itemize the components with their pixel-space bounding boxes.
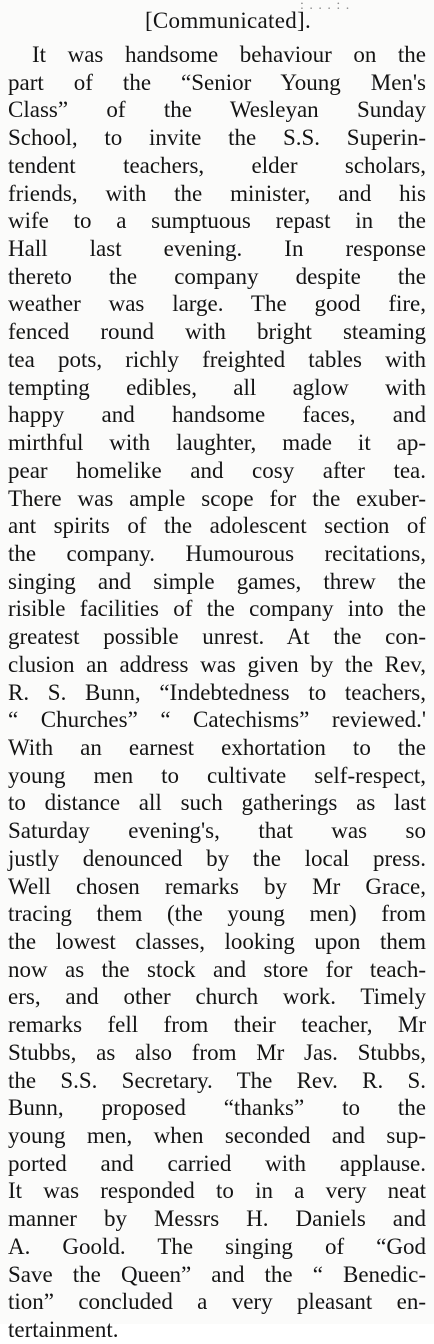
article-line: It was responded to in a very neat [8, 1178, 426, 1204]
article-line: to distance all such gatherings as last [8, 790, 426, 816]
article-line: mirthful with laughter, made it ap- [8, 430, 426, 456]
article-line: Stubbs, as also from Mr Jas. Stubbs, [8, 1039, 426, 1065]
article-line: ers, and other church work. Timely [8, 984, 426, 1010]
article-line: tion” concluded a very pleasant en- [8, 1289, 426, 1315]
article-line: wife to a sumptuous repast in the [8, 208, 426, 234]
article-line: happy and handsome faces, and [8, 402, 426, 428]
article-line: “ Churches” “ Catechisms” reviewed.' [8, 707, 426, 733]
article-line: tendent teachers, elder scholars, [8, 152, 426, 178]
article-line: Hall last evening. In response [8, 236, 426, 262]
article-line: singing and simple games, threw the [8, 568, 426, 594]
article-line: School, to invite the S.S. Superin- [8, 125, 426, 151]
article-line: remarks fell from their teacher, Mr [8, 1012, 426, 1038]
article-line: friends, with the minister, and his [8, 180, 426, 206]
article-line: ant spirits of the adolescent section of [8, 513, 426, 539]
article-line: young men to cultivate self-respect, [8, 762, 426, 788]
article-line: tea pots, richly freighted tables with [8, 346, 426, 372]
article-line: There was ample scope for the exuber- [8, 485, 426, 511]
article-line: tertainment. [8, 1317, 119, 1343]
article-heading [0, 6, 434, 36]
article-line: Saturday evening's, that was so [8, 818, 426, 844]
article-line: ported and carried with applause. [8, 1150, 426, 1176]
article-line: Class” of the Wesleyan Sunday [8, 97, 426, 123]
article-line: Save the Queen” and the “ Benedic- [8, 1261, 426, 1287]
article-line: part of the “Senior Young Men's [8, 69, 426, 95]
article-line: justly denounced by the local press. [8, 845, 426, 871]
article-line: With an earnest exhortation to the [8, 734, 426, 760]
header-fragment: : . . . : . [300, 0, 351, 13]
article-line: the company. Humourous recitations, [8, 540, 426, 566]
article-line: Bunn, proposed “thanks” to the [8, 1095, 426, 1121]
article-line: It was handsome behaviour on the [32, 42, 426, 67]
article-line: tempting edibles, all aglow with [8, 374, 426, 400]
article-line: thereto the company despite the [8, 263, 426, 289]
article-line: now as the stock and store for teach- [8, 956, 426, 982]
article-line: A. Goold. The singing of “God [8, 1233, 426, 1259]
article-line: weather was large. The good fire, [8, 291, 426, 317]
article-line: risible facilities of the company into the [8, 596, 426, 622]
article-line: pear homelike and cosy after tea. [8, 457, 426, 483]
article-line: clusion an address was given by the Rev, [8, 651, 426, 677]
article-line: fenced round with bright steaming [8, 319, 426, 345]
article-line: R. S. Bunn, “Indebtedness to teachers, [8, 679, 426, 705]
article-line: the lowest classes, looking upon them [8, 929, 426, 954]
article-line: tracing them (the young men) from [8, 901, 426, 927]
article-body [8, 41, 426, 1344]
article-line: Well chosen remarks by Mr Grace, [8, 873, 426, 899]
article-line: the S.S. Secretary. The Rev. R. S. [8, 1067, 426, 1093]
article-heading-text: [Communicated]. [144, 8, 312, 33]
article-line: young men, when seconded and sup- [8, 1123, 426, 1149]
article-line: manner by Messrs H. Daniels and [8, 1206, 426, 1232]
article-line: greatest possible unrest. At the con- [8, 624, 426, 650]
